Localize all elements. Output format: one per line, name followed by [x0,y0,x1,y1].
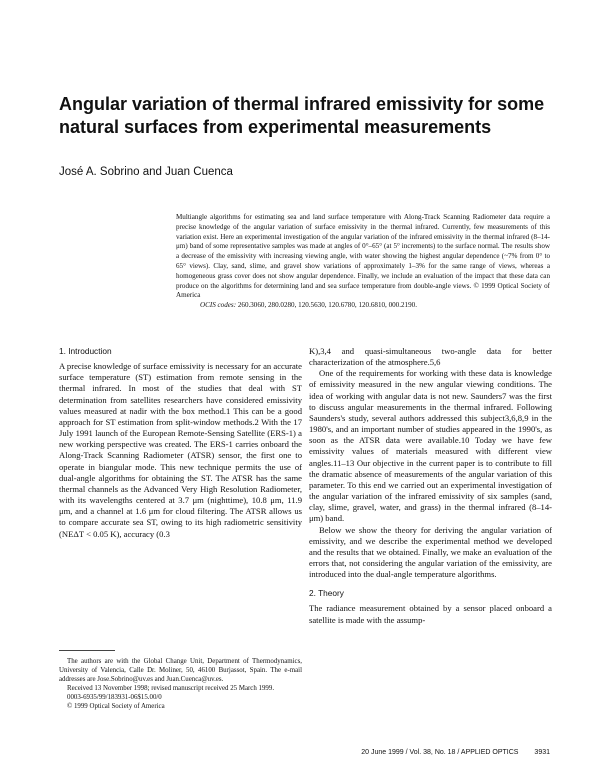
paragraph: Below we show the theory for deriving the angular variation of emissivity, and we describe the experimental method we developed and the results that we obtained. Finally, we make an evaluation of the errors that, not considering the angular variation of the emissivity, are introduced into the dual-angle temperature algorithms. [309,524,552,580]
paragraph: The radiance measurement obtained by a sensor placed onboard a satellite is made with the assump- [309,603,552,625]
footnotes [59,657,302,711]
section-heading-introduction: 1. Introduction [59,346,112,356]
paper-title: Angular variation of thermal infrared emissivity for some natural surfaces from experimental measurements [59,94,545,137]
paragraph: A precise knowledge of surface emissivity is necessary for an accurate surface temperature (ST) estimation from remote sensing in the thermal infrared. In most of the studies that deal with ST determination from satellites researchers have considered emissivity values measured at nadir with the box method.1 This can be a good approach for ST estimation from split-window methods.2 With the 17 July 1991 launch of the European Remote-Sensing Satellite (ERS-1) a new working perspective was created. The ERS-1 carries onboard the Along-Track Scanning Radiometer (ATSR) sensor, the first one to operate in biangular mode. This new technique permits the use of dual-angle algorithms for obtaining the ST. The ATSR has the same thermal channels as the Advanced Very High Resolution Radiometer, with its wavelengths centered at 3.7 μm (nighttime), 10.8 μm, 11.9 μm, and a channel at 1.6 μm for cloud filtering. The ATSR allows us to compare accurate sea ST, owing to its high radiometric sensitivity (NEΔT < 0.05 K), accuracy (0.3 [59,361,302,539]
footnote-received: Received 13 November 1998; revised manuscript received 25 March 1999. [67,685,275,692]
ocis-label: OCIS codes: [200,301,237,310]
left-column [59,346,302,540]
authors: José A. Sobrino and Juan Cuenca [59,166,233,178]
journal-citation: 20 June 1999 / Vol. 38, No. 18 / APPLIED OPTICS [361,749,519,756]
ocis-values: 260.3060, 280.0280, 120.5630, 120.6780, 120.6810, 000.2190. [237,301,417,310]
paragraph: One of the requirements for working with these data is knowledge of emissivity measured in the new angular viewing conditions. The idea of working with angular data is not new. Saunders7 was the first to discuss angular measurements in the thermal infrared. Following Saunders's study, several authors addressed this subject3,6,8,9 in the 1980's, and an important number of studies appeared in the 1990's, as soon as the ATSR data were available.10 Today we have few emissivity values of materials measured with different view angles.11–13 Our objective in the current paper is to contribute to fill the dramatic absence of measurements of the angular variation of this parameter. To this end we carried out an experimental investigation of the angular variation of the infrared emissivity of six samples (sand, clay, slime, gravel, water, and grass) in the thermal infrared (8–14-μm) band. [309,368,552,524]
footnote-code: 0003-6935/99/183931-06$15.00/0 [67,694,162,701]
right-column [309,346,552,626]
footnote-divider [59,650,115,651]
abstract-block [176,213,550,311]
footnote-copyright: © 1999 Optical Society of America [67,703,165,710]
abstract-text: Multiangle algorithms for estimating sea and land surface temperature with Along-Track Scanning Radiometer data require a precise knowledge of the angular variation of surface emissivity in the thermal infrared. Currently, few measurements of this variation exist. Here an experimental investigation of the angular variation of the infrared emissivity in the thermal infrared (8–14-μm) band of some representative samples was made at angles of 0°–65° (at 5° increments) to the surface normal. The results show a decrease of the emissivity with increasing viewing angle, with water showing the highest angular dependence (~7% from 0° to 65° views). Clay, sand, slime, and gravel show variations of approximately 1–3% for the same range of views, whereas a homogeneous grass cover does not show angular dependence. Finally, we include an evaluation of the impact that these data can produce on the algorithms for determining land and sea surface temperature from double-angle views. © 1999 Optical Society of America [176,213,550,300]
section-heading-theory: 2. Theory [309,588,344,599]
page-footer [330,749,550,756]
ocis-codes [176,301,550,311]
page-number: 3931 [534,749,550,756]
footnote-affiliation: The authors are with the Global Change Unit, Department of Thermodynamics, University of Valencia, Calle Dr. Moliner, 50, 46100 Burjassot, Spain. The e-mail addresses are Jose.Sobrino@uv.es and Juan.Cuenca@uv.es. [59,658,302,683]
paragraph: K),3,4 and quasi-simultaneous two-angle data for better characterization of the atmosphere.5,6 [309,346,552,368]
